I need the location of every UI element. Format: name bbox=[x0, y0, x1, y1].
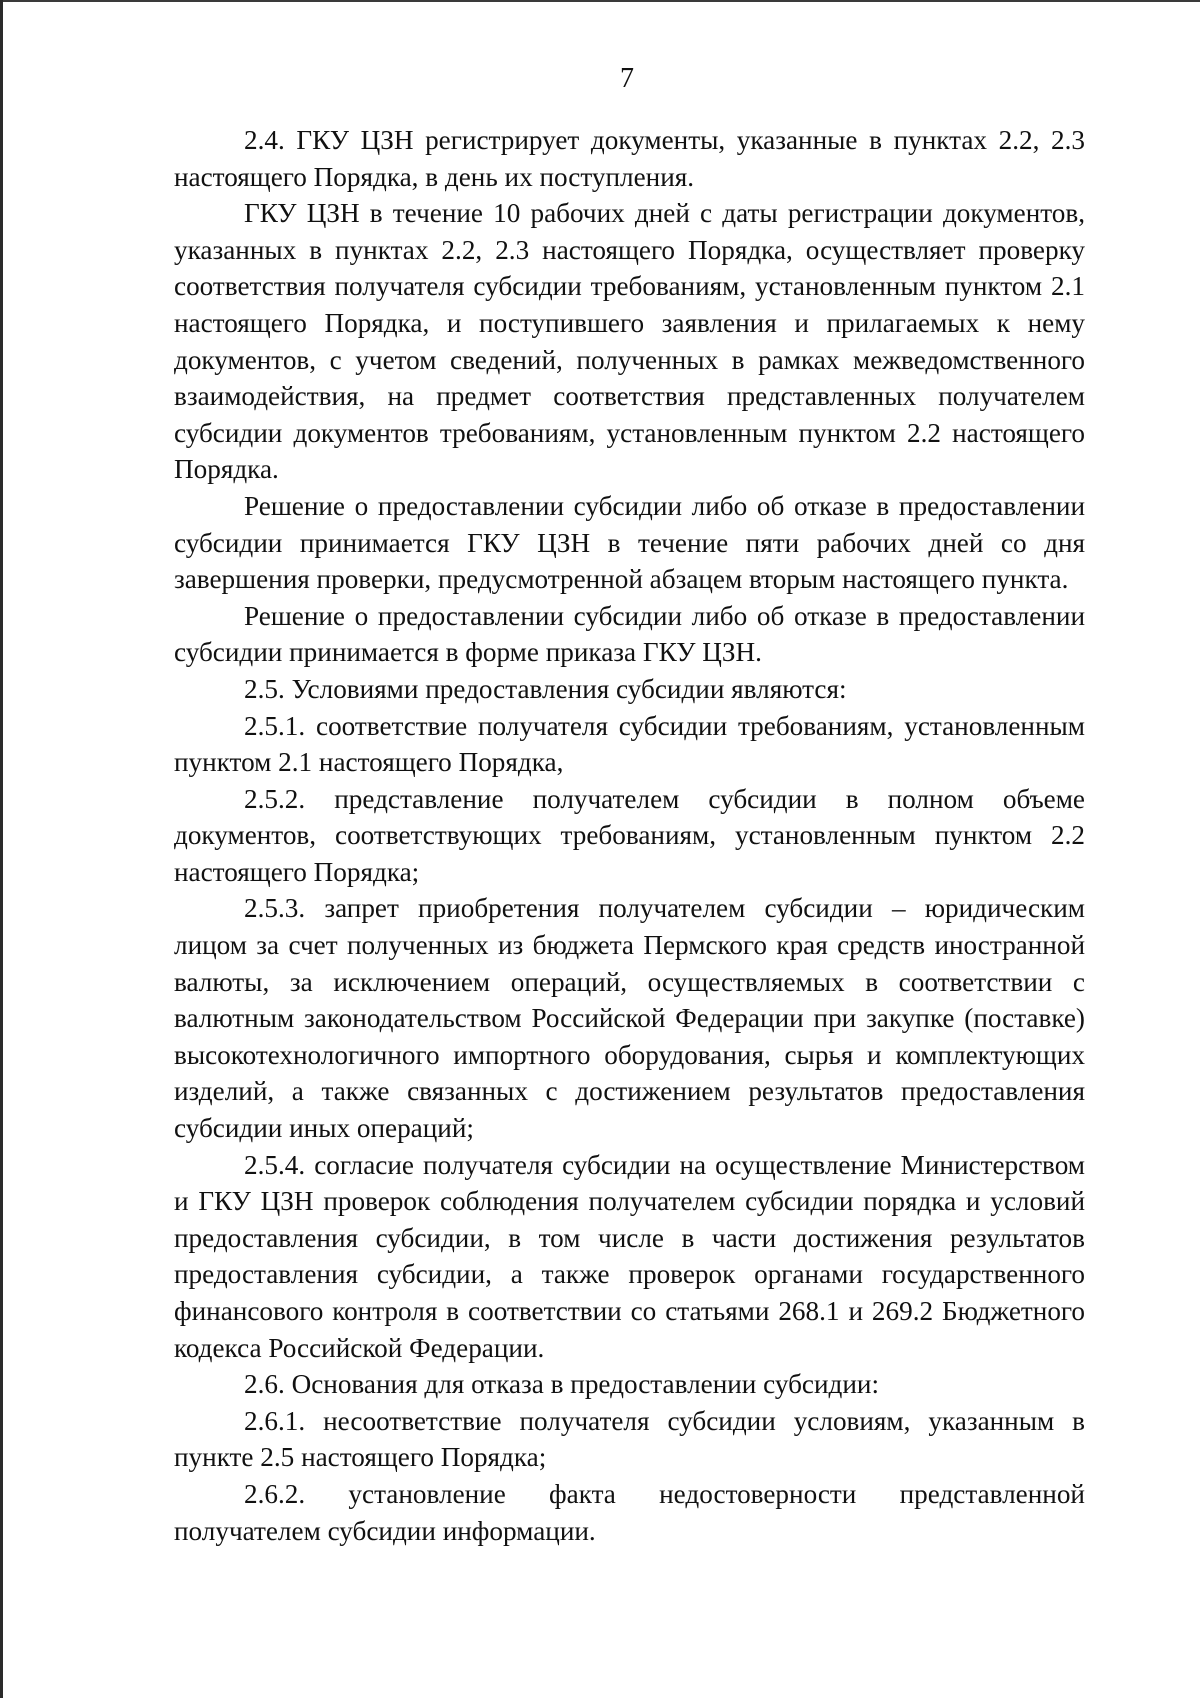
paragraph-2-5-1: 2.5.1. соответствие получателя субсидии требованиям, установленным пунктом 2.1 настоящего Порядка, bbox=[174, 710, 1085, 778]
paragraph-2-6-2: 2.6.2. установление факта недостоверности представленной получателем субсидии информации. bbox=[174, 1478, 1085, 1546]
paragraph-2-4-decision-form: Решение о предоставлении субсидии либо об отказе в предоставлении субсидии принимается в форме приказа ГКУ ЦЗН. bbox=[174, 600, 1085, 668]
paragraph-2-5-4: 2.5.4. согласие получателя субсидии на осуществление Министерством и ГКУ ЦЗН проверок соблюдения получателем субсидии порядка и условий предоставления субсидии, в том числе в части достижения результатов предоставления субсидии, а также проверок органами государственного финансового контроля в соответствии со статьями 268.1 и 269.2 Бюджетного кодекса Российской Федерации. bbox=[174, 1149, 1085, 1363]
paragraph-2-4-verification: ГКУ ЦЗН в течение 10 рабочих дней с даты регистрации документов, указанных в пунктах 2.2, 2.3 настоящего Порядка, осуществляет проверку соответствия получателя субсидии требованиям, установленным пунктом 2.1 настоящего Порядка, и поступившего заявления и прилагаемых к нему документов, с учетом сведений, полученных в рамках межведомственного взаимодействия, на предмет соответствия представленных получателем субсидии документов требованиям, установленным пунктом 2.2 настоящего Порядка. bbox=[174, 198, 1085, 485]
document-body bbox=[174, 122, 1085, 1549]
paragraph-2-6: 2.6. Основания для отказа в предоставлении субсидии: bbox=[244, 1369, 880, 1400]
paragraph-2-6-1: 2.6.1. несоответствие получателя субсидии условиям, указанным в пункте 2.5 настоящего Порядка; bbox=[174, 1405, 1085, 1473]
page-number: 7 bbox=[620, 63, 634, 94]
paragraph-2-4: 2.4. ГКУ ЦЗН регистрирует документы, указанные в пунктах 2.2, 2.3 настоящего Порядка, в день их поступления. bbox=[174, 125, 1085, 192]
paragraph-2-5: 2.5. Условиями предоставления субсидии являются: bbox=[244, 673, 847, 704]
paragraph-2-5-3: 2.5.3. запрет приобретения получателем субсидии – юридическим лицом за счет полученных из бюджета Пермского края средств иностранной валюты, за исключением операций, осуществляемых в соответствии с валютным законодательством Российской Федерации при закупке (поставке) высокотехнологичного импортного оборудования, сырья и комплектующих изделий, а также связанных с достижением результатов предоставления субсидии иных операций; bbox=[174, 893, 1085, 1144]
paragraph-2-5-2: 2.5.2. представление получателем субсидии в полном объеме документов, соответствующих требованиям, установленным пунктом 2.2 настоящего Порядка; bbox=[174, 783, 1085, 887]
paragraph-2-4-decision-term: Решение о предоставлении субсидии либо об отказе в предоставлении субсидии принимается ГКУ ЦЗН в течение пяти рабочих дней со дня завершения проверки, предусмотренной абзацем вторым настоящего пункта. bbox=[174, 490, 1085, 595]
